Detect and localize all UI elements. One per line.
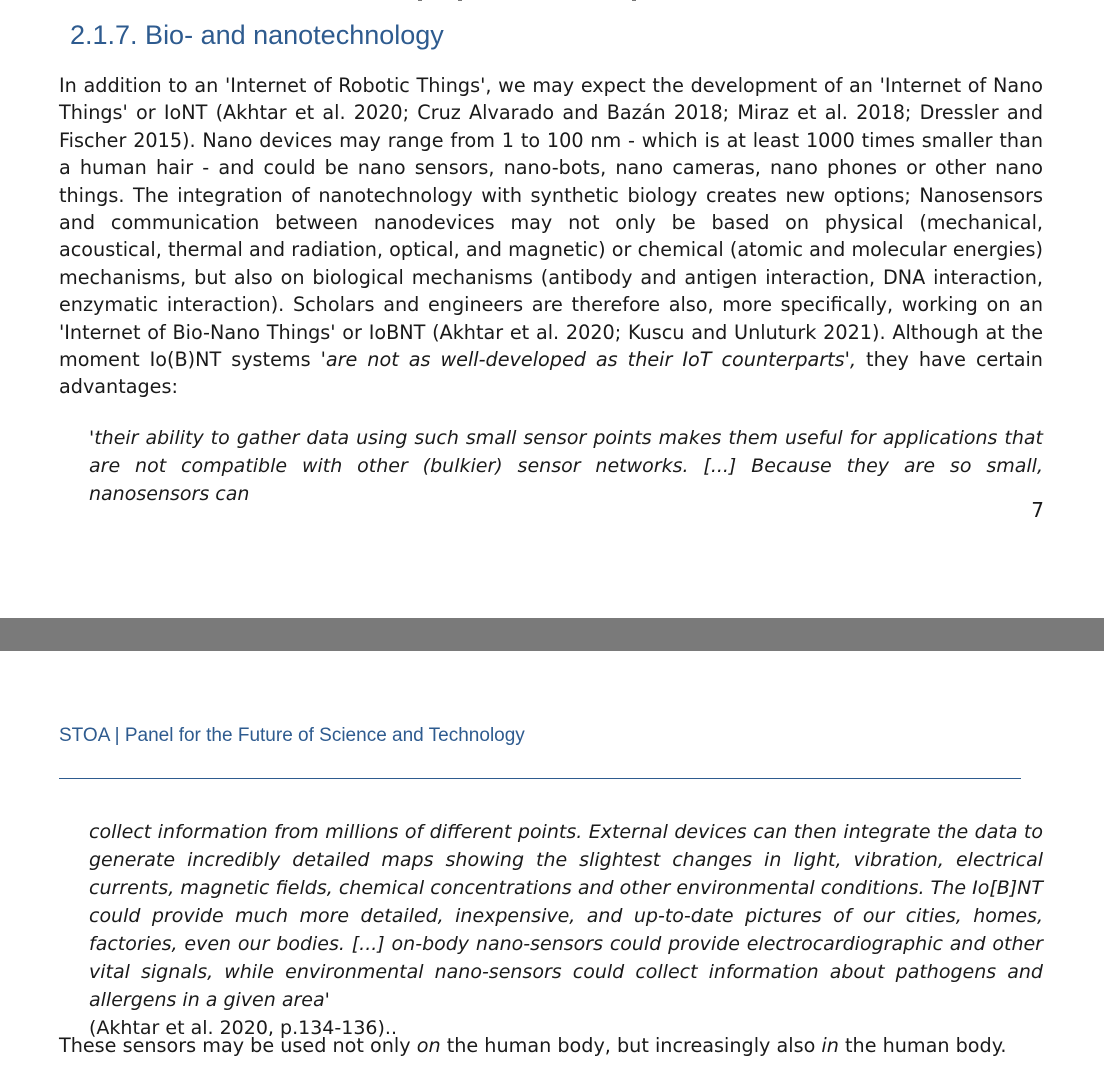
quote-text: collect information from millions of different points. External devices can then integrate the data to generate incredibly detailed maps showing the slightest changes in light, vibration, electrical currents, magnetic fields, chemical concentrations and other environmental conditions. The Io[B]NT could provide much more detailed, inexpensive, and up-to-date pictures of our cities, homes, factories, even our bodies. [...] on-body nano-sensors could provide electrocardiographic and other vital signals, while environmental nano-sensors could collect information about pathogens and allergens in a given area' [89,821,1043,1011]
closing-text-1: These sensors may be used not only [59,1034,417,1057]
closing-emphasis-on: on [416,1034,441,1057]
section-heading: 2.1.7. Bio- and nanotechnology [70,20,444,50]
running-header: STOA | Panel for the Future of Science and Technology [59,725,525,746]
block-quote-continued [89,818,1043,1042]
body-paragraph [59,72,1043,401]
block-quote-start: 'their ability to gather data using such small sensor points makes them useful for applications that are not compatible with other (bulkier) sensor networks. [...] Because they are so small, nanosensors can [89,427,1043,505]
inline-quote: 'are not as well-developed as their IoT counterparts', [320,348,857,372]
clipped-text-fragment [400,0,640,4]
page-separator [0,618,1104,651]
header-rule [59,778,1021,779]
page-number: 7 [1031,498,1044,522]
quote-citation: (Akhtar et al. 2020, p.134-136).. [89,1017,397,1039]
closing-text-3: the human body. [838,1034,1007,1057]
closing-paragraph [59,1032,1006,1060]
closing-emphasis-in: in [821,1034,839,1057]
paragraph-text-end: they have certain advantages: [59,348,1043,399]
paragraph-text: In addition to an 'Internet of Robotic Things', we may expect the development of an 'Internet of Nano Things' or IoNT (Akhtar et al. 2020; Cruz Alvarado and Bazán 2018; Miraz et al. 2018; Dressler and Fischer 2015). Nano devices may range from 1 to 100 nm - which is at least 1000 times smaller than a human hair - and could be nano sensors, nano-bots, nano cameras, nano phones or other nano things. The integration of nanotechnology with synthetic biology creates new options; Nanosensors and communication between nanodevices may not only be based on physical (mechanical, acoustical, thermal and radiation, optical, and magnetic) or chemical (atomic and molecular energies) mechanisms, but also on biological mechanisms (antibody and antigen interaction, DNA interaction, enzymatic interaction). Scholars and engineers are therefore also, more specifically, working on an 'Internet of Bio-Nano Things' or IoBNT (Akhtar et al. 2020; Kuscu and Unluturk 2021). Although at the moment Io(B)NT systems [59,74,1043,372]
closing-text-2: the human body, but increasingly also [440,1034,822,1057]
document-page-8 [0,651,1104,1078]
